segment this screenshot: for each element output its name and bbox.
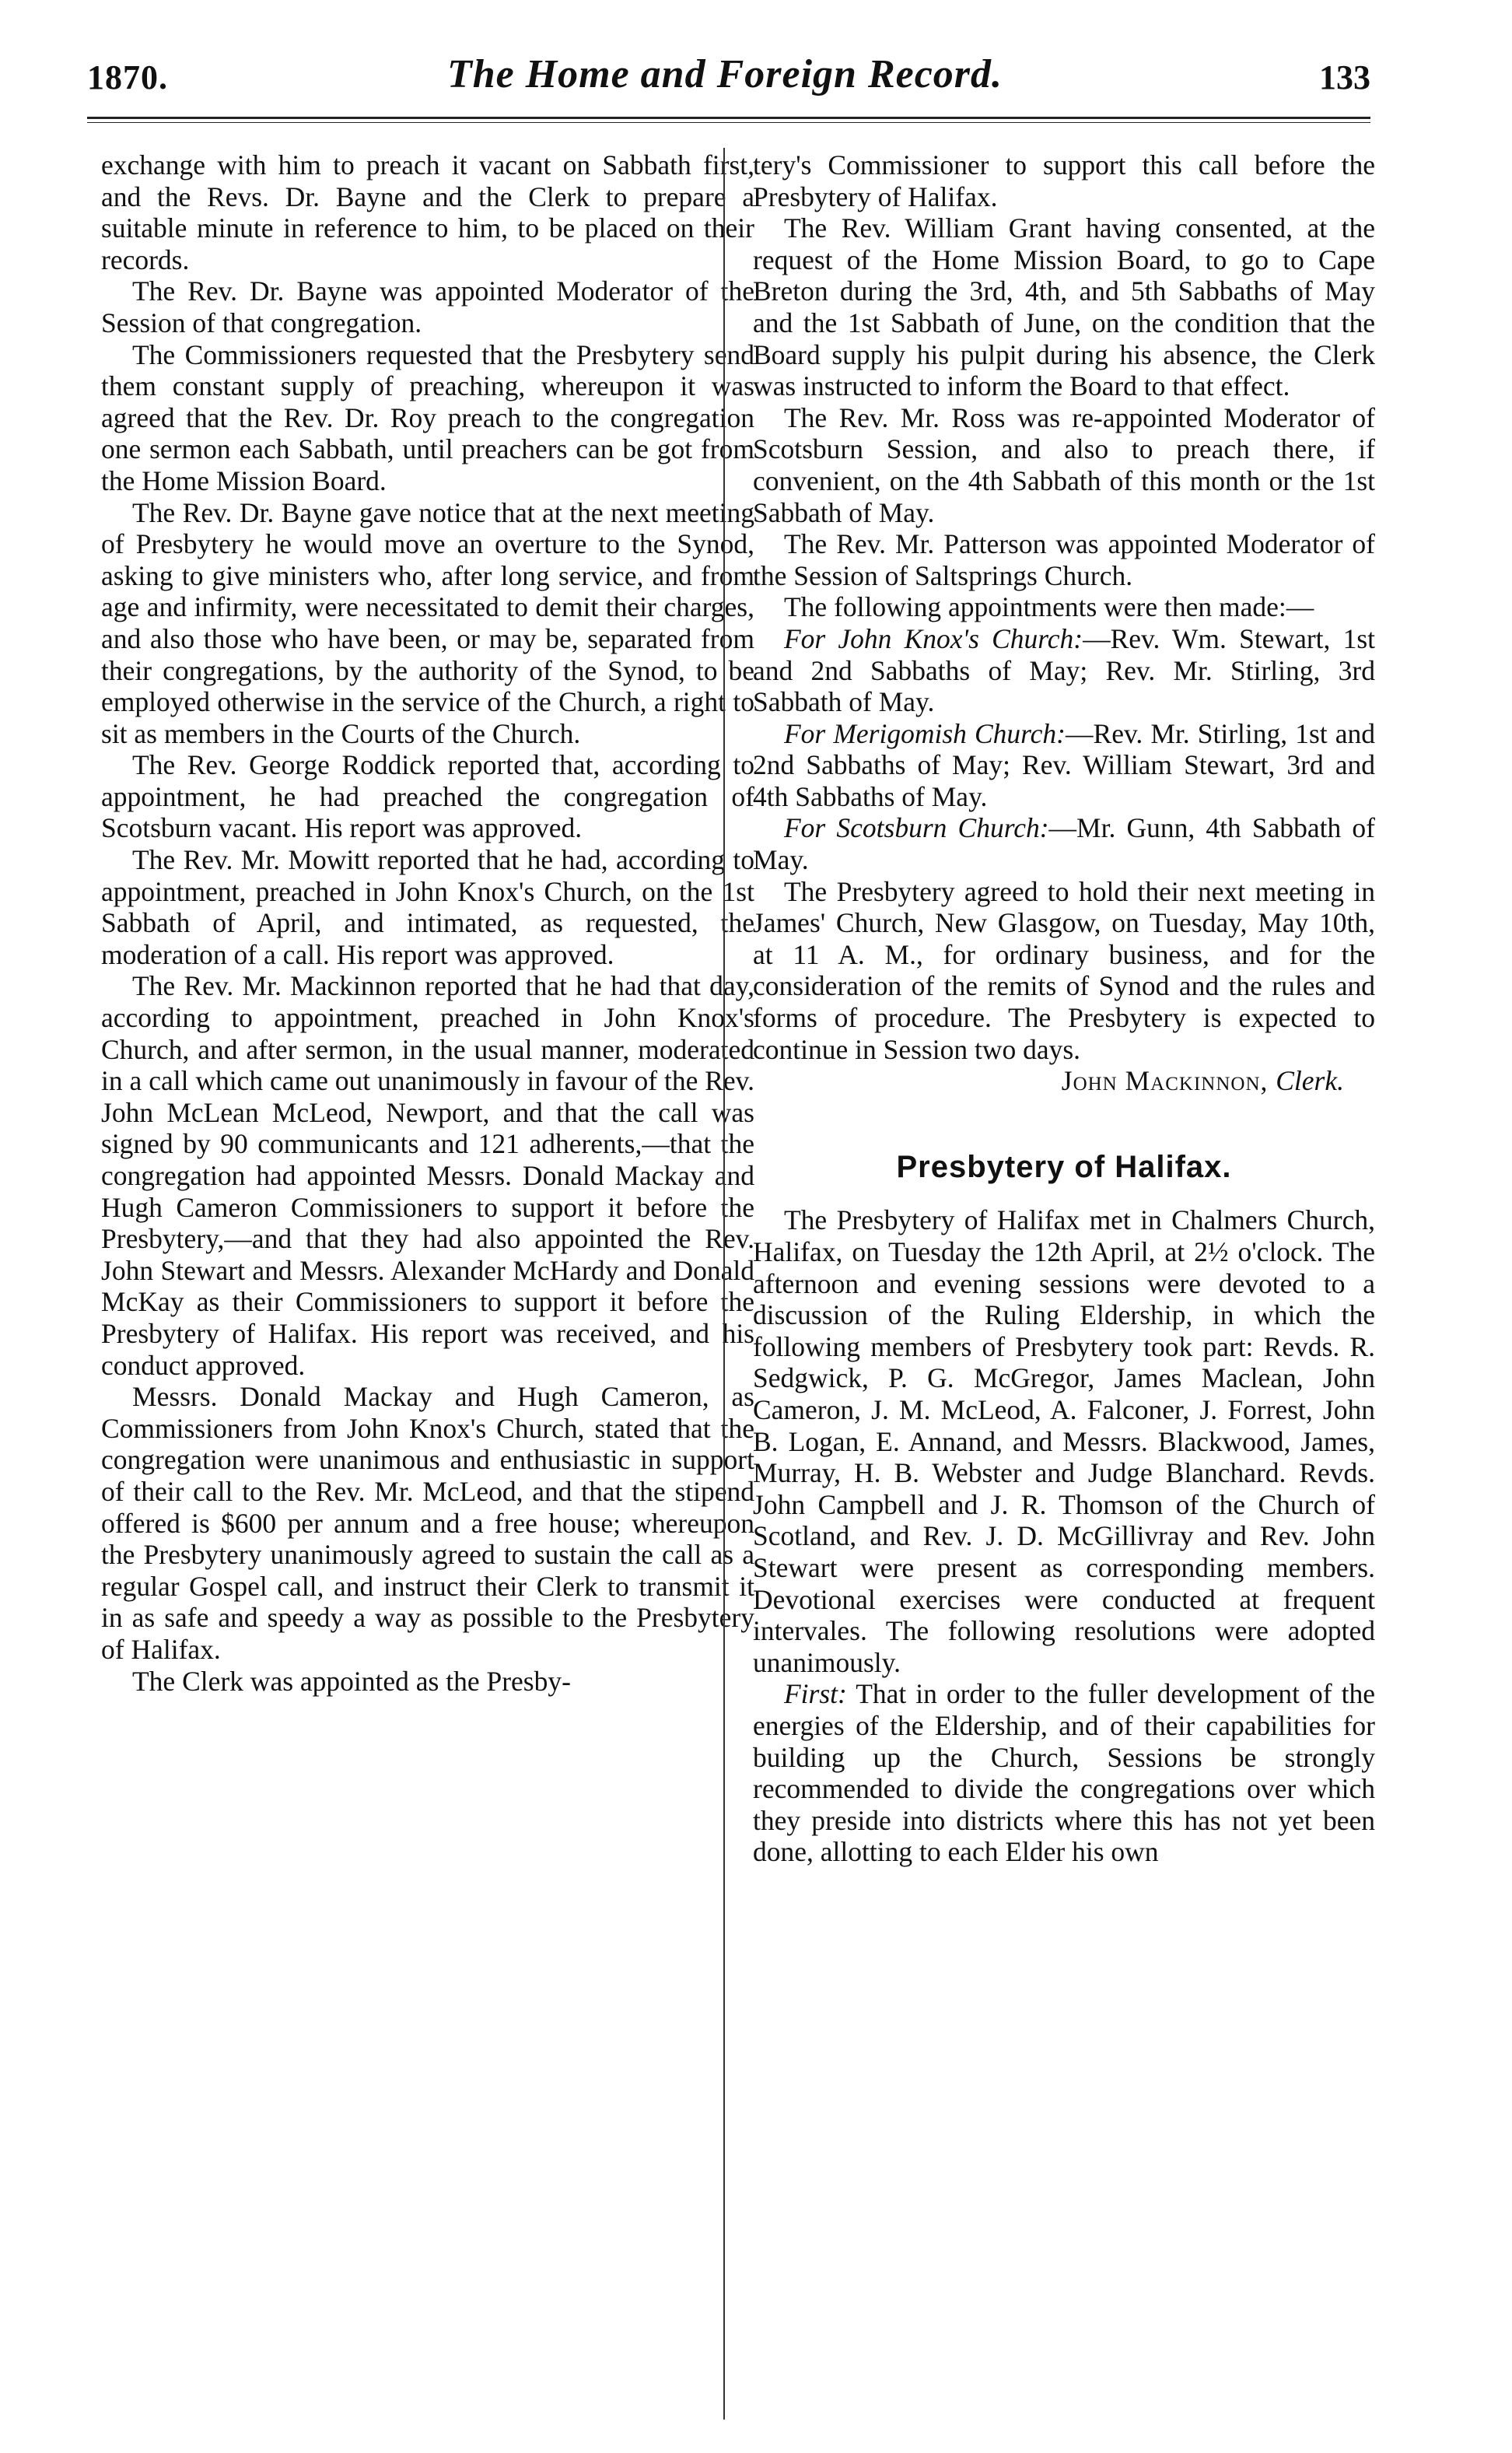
resolution-label: First:	[784, 1678, 847, 1710]
signature-role: Clerk.	[1276, 1065, 1344, 1097]
paragraph: Messrs. Donald Mackay and Hugh Cameron, as Commissioners from John Knox's Church, stated that the congregation were unanimous and enthusiastic in support of their call to the Rev. Mr. McLeod, and that the stipend offered is $600 per annum and a free house; whereupon the Presbytery unanimously agreed to sustain the call as a regular Gospel call, and instruct their Clerk to transmit it in as safe and speedy a way as possible to the Presbytery of Halifax.	[101, 1381, 754, 1665]
right-column	[753, 149, 1375, 2421]
appointment-text: —Rev. Wm. Stewart, 1st and 2nd Sabbaths of May; Rev. Mr. Stirling, 3rd Sabbath of May.	[753, 622, 1375, 718]
paragraph: The Rev. Mr. Mowitt reported that he had, according to appointment, preached in John Knox's Church, on the 1st Sabbath of April, and intimated, as requested, the moderation of a call. His report was approved.	[101, 844, 754, 970]
signature	[753, 1065, 1375, 1097]
left-column	[101, 149, 754, 2421]
resolution-text: That in order to the fuller development of the energies of the Eldership, and of their capabilities for building up the Church, Sessions be strongly recommended to divide the congregations over which they preside into districts where this has not yet been done, allotting to each Elder his own	[753, 1678, 1375, 1868]
paragraph: The Presbytery agreed to hold their next meeting in James' Church, New Glasgow, on Tuesday, May 10th, at 11 A. M., for ordinary business, and for the consideration of the remits of Synod and the rules and forms of procedure. The Presbytery is expected to continue in Session two days.	[753, 875, 1375, 1065]
appointment-item	[753, 718, 1375, 813]
paragraph: The Rev. Dr. Bayne gave notice that at the next meeting of Presbytery he would move an overture to the Synod, asking to give ministers who, after long service, and from age and infirmity, were necessitated to demit their charges, and also those who have been, or may be, separated from their congregations, by the authority of the Synod, to be employed otherwise in the service of the Church, a right to sit as members in the Courts of the Church.	[101, 496, 754, 749]
appointment-label: For Merigomish Church:	[784, 717, 1066, 749]
section-heading: Presbytery of Halifax.	[896, 1149, 1232, 1184]
paragraph: exchange with him to preach it vacant on Sabbath first, and the Revs. Dr. Bayne and the Clerk to prepare a suitable minute in reference to him, to be placed on their records.	[101, 149, 754, 275]
paragraph: The Rev. Mr. Patterson was appointed Moderator of the Session of Saltsprings Church.	[753, 528, 1375, 591]
header-rule-thin	[87, 122, 1370, 123]
paragraph: tery's Commissioner to support this call before the Presbytery of Halifax.	[753, 149, 1375, 212]
paragraph: The Commissioners requested that the Presbytery send them constant supply of preaching, whereupon it was agreed that the Rev. Dr. Roy preach to the congregation one sermon each Sabbath, until preachers can be got from the Home Mission Board.	[101, 338, 754, 496]
paragraph: The Rev. Mr. Mackinnon reported that he had that day, according to appointment, preached in John Knox's Church, and after sermon, in the usual manner, moderated in a call which came out unanimously in favour of the Rev. John McLean McLeod, Newport, and that the call was signed by 90 communicants and 121 adherents,—that the congregation had appointed Messrs. Donald Mackay and Hugh Cameron Commissioners to support it before the Presbytery,—and that they had also appointed the Rev. John Stewart and Messrs. Alexander McHardy and Donald McKay as their Commissioners to support it before the Presbytery of Halifax. His report was received, and his conduct approved.	[101, 970, 754, 1381]
header-rule-thick	[87, 117, 1370, 119]
paragraph: The Rev. George Roddick reported that, according to appointment, he had preached the congregation of Scotsburn vacant. His report was approved.	[101, 749, 754, 844]
appointment-item	[753, 812, 1375, 875]
paragraph: The Clerk was appointed as the Presby-	[132, 1665, 571, 1697]
appointment-label: For Scotsburn Church:	[784, 812, 1049, 844]
paragraph: The Presbytery of Halifax met in Chalmers Church, Halifax, on Tuesday the 12th April, at 2½ o'clock. The afternoon and evening sessions were devoted to a discussion of the Ruling Eldership, in which the following members of Presbytery took part: Revds. R. Sedgwick, P. G. McGregor, James Maclean, John Cameron, J. M. McLeod, A. Falconer, J. Forrest, John B. Logan, E. Annand, and Messrs. Blackwood, James, Murray, H. B. Webster and Judge Blanchard. Revds. John Campbell and J. R. Thomson of the Church of Scotland, and Rev. J. D. McGillivray and Rev. John Stewart were present as corresponding members. Devotional exercises were conducted at frequent intervales. The following resolutions were adopted unanimously.	[753, 1204, 1375, 1678]
paragraph: The Rev. Dr. Bayne was appointed Moderator of the Session of that congregation.	[101, 275, 754, 338]
column-divider	[723, 148, 725, 2420]
page-number: 133	[1319, 58, 1370, 96]
header-title: The Home and Foreign Record.	[446, 52, 1003, 96]
running-header	[87, 51, 1370, 106]
header-year: 1870.	[87, 58, 168, 96]
appointment-text: —Mr. Gunn, 4th Sabbath of May.	[753, 812, 1375, 876]
paragraph: The Rev. Mr. Ross was re-appointed Moderator of Scotsburn Session, and also to preach there, if convenient, on the 4th Sabbath of this month or the 1st Sabbath of May.	[753, 401, 1375, 528]
appointment-label: For John Knox's Church:	[784, 622, 1083, 654]
resolution-first	[753, 1678, 1375, 1868]
paragraph: The following appointments were then made:—	[784, 591, 1314, 623]
appointment-item	[753, 623, 1375, 718]
signature-name: John Mackinnon,	[1061, 1065, 1269, 1097]
appointment-text: —Rev. Mr. Stirling, 1st and 2nd Sabbaths of May; Rev. William Stewart, 3rd and 4th Sabbaths of May.	[753, 717, 1375, 812]
paragraph: The Rev. William Grant having consented, at the request of the Home Mission Board, to go to Cape Breton during the 3rd, 4th, and 5th Sabbaths of May and the 1st Sabbath of June, on the condition that the Board supply his pulpit during his absence, the Clerk was instructed to inform the Board to that effect.	[753, 212, 1375, 402]
